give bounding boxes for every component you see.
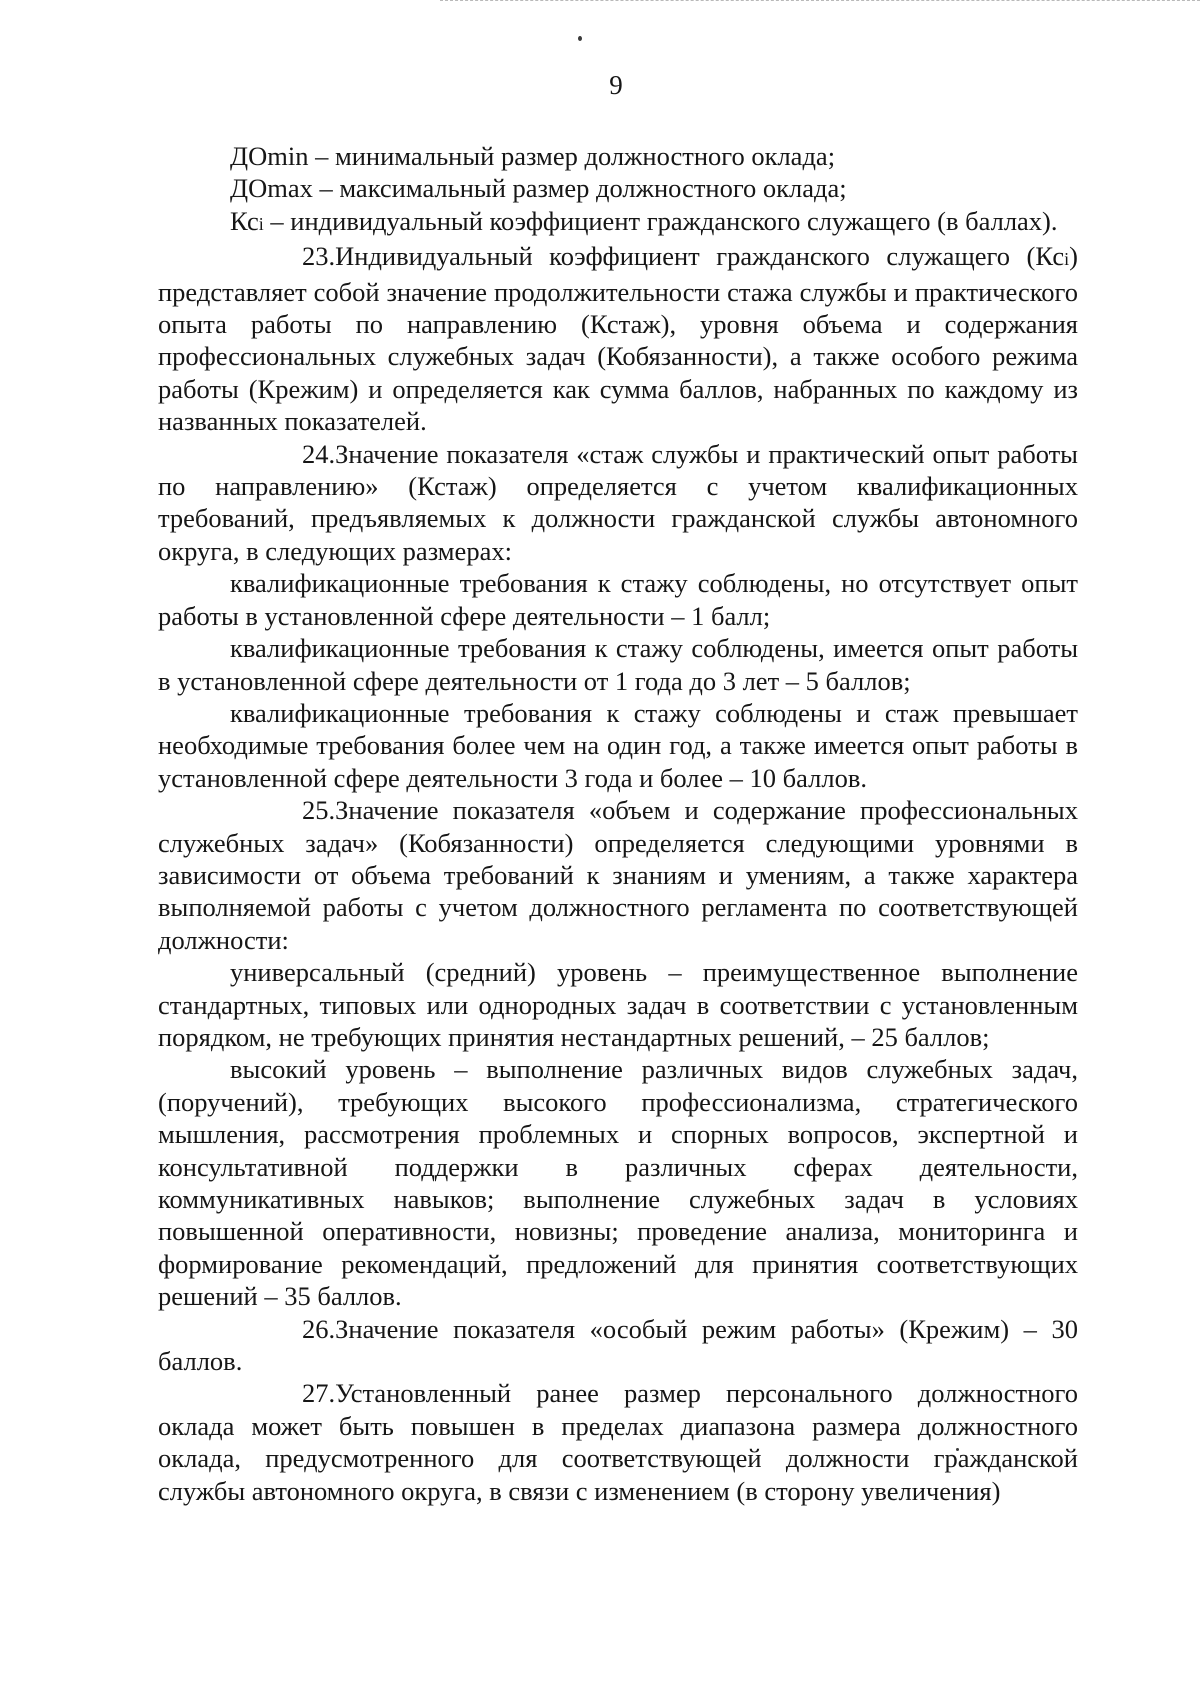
- paragraph-number: 25.: [302, 795, 336, 826]
- list-item-level-universal: [158, 956, 1078, 1053]
- definition-text: – максимальный размер должностного оклада;: [312, 173, 847, 204]
- paragraph-number: 26.: [302, 1313, 336, 1344]
- definition-text: – минимальный размер должностного оклада;: [308, 141, 836, 171]
- paragraph-text: Значение показателя «объем и содержание профессиональных служебных задач» (Кобязанности) определяется следующими уровнями в зависимости от объема требований к знаниям и умениям, а также характера выполняемой работы с учетом должностного регламента по соответствующей должности:: [158, 795, 1078, 955]
- document-body: [158, 140, 1078, 1507]
- paragraph-23: [158, 240, 1078, 437]
- definition-domin: [158, 140, 1078, 172]
- paragraph-text: Индивидуальный коэффициент гражданского служащего (Кс: [335, 241, 1065, 272]
- definition-symbol-subscript: i: [258, 213, 264, 234]
- paragraph-26: [158, 1313, 1078, 1378]
- paragraph-subscript: i: [1064, 249, 1070, 270]
- definition-kci: [158, 205, 1078, 240]
- list-item-text: универсальный (средний) уровень – преимущественное выполнение стандартных, типовых или однородных задач в соответствии с установленным порядком, не требующих принятия нестандартных решений, – 25 баллов;: [158, 957, 1078, 1052]
- list-item-text: квалификационные требования к стажу соблюдены, но отсутствует опыт работы в установленной сфере деятельности – 1 балл;: [158, 568, 1078, 631]
- paragraph-number: 24.: [302, 438, 336, 469]
- page-number: 9: [609, 70, 623, 100]
- definition-symbol: Кс: [230, 205, 259, 236]
- paragraph-number: 23.: [302, 241, 336, 272]
- definition-text: – индивидуальный коэффициент гражданского служащего (в баллах).: [263, 205, 1058, 236]
- definition-symbol: ДОmin: [230, 141, 309, 171]
- scan-artifact-line: [440, 0, 1200, 4]
- paragraph-text-continued: ) представляет собой значение продолжительности стажа службы и практического опыта работы по направлению (Кстаж), уровня объема и содержания профессиональных служебных задач (Кобязанности), а также особого режима работы (Крежим) и определяется как сумма баллов, набранных по каждому из названных показателей.: [158, 241, 1078, 437]
- list-item-experience-3: [158, 697, 1078, 794]
- list-item-text: квалификационные требования к стажу соблюдены и стаж превышает необходимые требования более чем на один год, а также имеется опыт работы в установленной сфере деятельности 3 года и более – 10 баллов.: [158, 697, 1078, 793]
- paragraph-number: 27.: [302, 1378, 336, 1409]
- list-item-experience-1: [158, 567, 1078, 632]
- paragraph-24: [158, 438, 1078, 568]
- paragraph-text: Установленный ранее размер персонального должностного оклада может быть повышен в пределах диапазона размера должностного оклада, предусмотренного для соответствующей должности гражданской службы автономного округа, в связи с изменением (в сторону увеличения): [158, 1378, 1078, 1506]
- list-item-text: квалификационные требования к стажу соблюдены, имеется опыт работы в установленной сфере деятельности от 1 года до 3 лет – 5 баллов;: [158, 633, 1078, 696]
- list-item-text: высокий уровень – выполнение различных видов служебных задач, (поручений), требующих высокого профессионализма, стратегического мышления, рассмотрения проблемных и спорных вопросов, экспертной и консультативной поддержки в различных сферах деятельности, коммуникативных навыков; выполнение служебных задач в условиях повышенной оперативности, новизны; проведение анализа, мониторинга и формирование рекомендаций, предложений для принятия соответствующих решений – 35 баллов.: [158, 1054, 1078, 1312]
- list-item-level-high: [158, 1053, 1078, 1312]
- scan-speck: [578, 36, 582, 41]
- list-item-experience-2: [158, 632, 1078, 697]
- paragraph-text: Значение показателя «стаж службы и практический опыт работы по направлению» (Кстаж) определяется с учетом квалификационных требований, предъявляемых к должности гражданской службы автономного округа, в следующих размерах:: [158, 438, 1078, 566]
- paragraph-27: [158, 1377, 1078, 1507]
- definition-domax: [158, 172, 1078, 204]
- paragraph-text: Значение показателя «особый режим работы» (Крежим) – 30 баллов.: [158, 1313, 1078, 1377]
- paragraph-25: [158, 794, 1078, 956]
- definition-symbol: ДОmax: [230, 173, 313, 204]
